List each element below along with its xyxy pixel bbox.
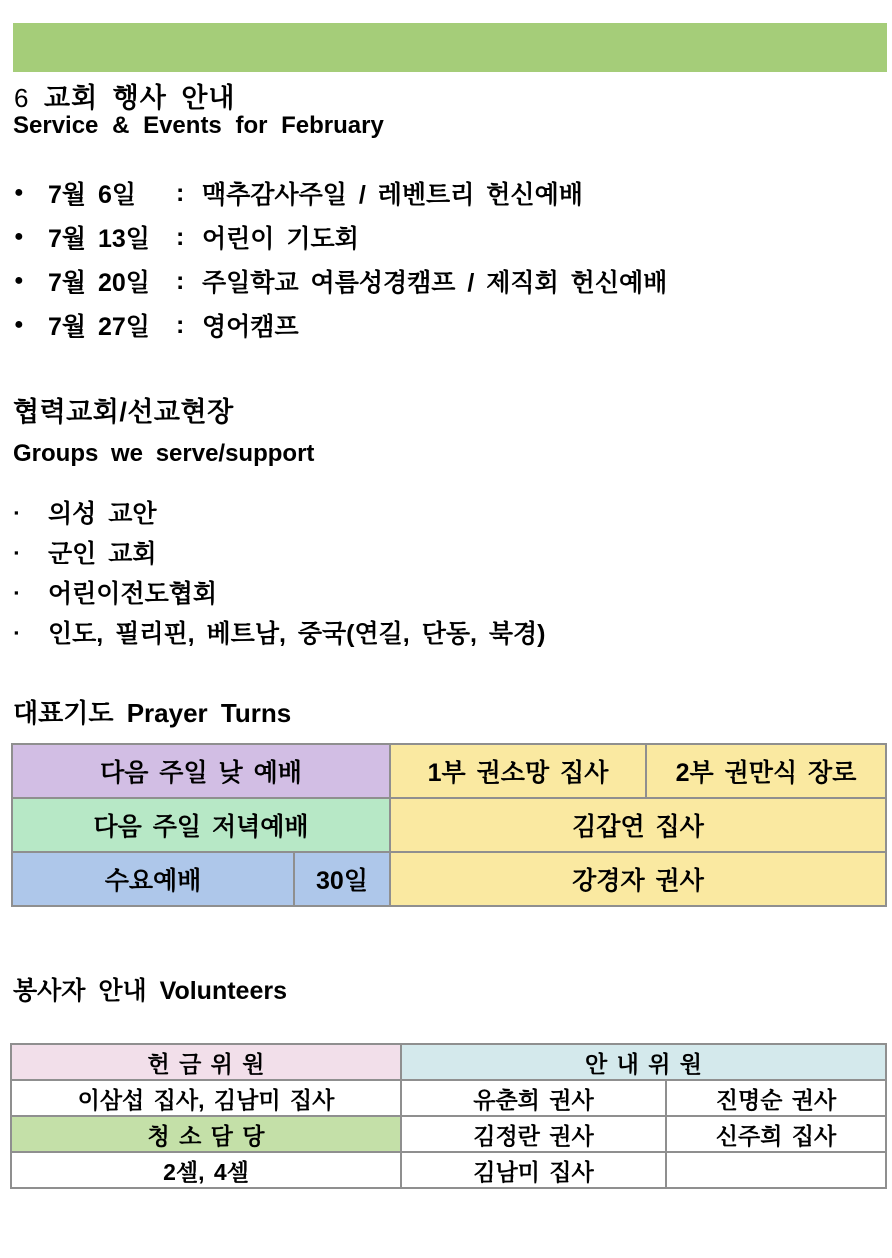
page-title [14,76,235,115]
square-bullet-icon: ▪ [14,504,19,520]
usher-name-cell: 유춘희 권사 [401,1080,666,1116]
cleaning-names-cell: 2셀, 4셀 [11,1152,401,1188]
prayer-turns-table [11,743,887,907]
event-date: 7월 27일 [48,313,150,341]
empty-cell [666,1152,886,1188]
square-bullet-icon: ▪ [14,584,19,600]
event-description: 주일학교 여름성경캠프 / 제직회 헌신예배 [202,269,668,297]
list-item [14,215,874,259]
round-bullet-icon: ● [14,272,24,289]
group-name: 인도, 필리핀, 베트남, 중국(연길, 단동, 북경) [48,620,546,648]
list-item [14,171,874,215]
cleaning-duty-header-cell: 청 소 담 당 [11,1116,401,1152]
usher-name-cell: 신주희 집사 [666,1116,886,1152]
table-row [11,1152,886,1188]
prayer-wednesday-day-cell: 30일 [294,852,390,906]
table-row [12,798,886,852]
group-name: 군인 교회 [48,540,157,568]
event-colon: : [176,178,185,207]
prayer-sunday-evening-label-cell: 다음 주일 저녁예배 [12,798,390,852]
group-name: 어린이전도협회 [48,580,218,608]
prayer-sunday-day-label-cell: 다음 주일 낮 예배 [12,744,390,798]
table-row [11,1080,886,1116]
groups-section-heading-korean: 협력교회/선교현장 [13,397,234,427]
event-description: 영어캠프 [202,313,299,341]
round-bullet-icon: ● [14,316,24,333]
prayer-sunday-evening-name-cell: 김갑연 집사 [390,798,886,852]
event-description: 어린이 기도회 [202,225,359,253]
table-row [11,1044,886,1080]
list-item [14,572,874,612]
list-item [14,612,874,652]
event-colon: : [176,266,185,295]
group-name: 의성 교안 [48,500,157,528]
round-bullet-icon: ● [14,228,24,245]
table-row [12,852,886,906]
prayer-sunday-day-part1-cell: 1부 권소망 집사 [390,744,646,798]
usher-name-cell: 김남미 집사 [401,1152,666,1188]
header-color-bar [13,23,887,72]
offering-committee-header-cell: 헌 금 위 원 [11,1044,401,1080]
events-list [14,171,874,347]
prayer-sunday-day-part2-cell: 2부 권만식 장로 [646,744,886,798]
page-title-korean: 교회 행사 안내 [43,83,236,113]
table-row [11,1116,886,1152]
groups-list [14,492,874,652]
list-item [14,492,874,532]
event-date: 7월 6일 [48,181,137,209]
list-item [14,303,874,347]
event-colon: : [176,222,185,251]
usher-name-cell: 진명순 권사 [666,1080,886,1116]
event-description: 맥추감사주일 / 레벤트리 헌신예배 [202,181,583,209]
round-bullet-icon: ● [14,184,24,201]
page-number: 6 [14,83,30,113]
volunteers-table [10,1043,887,1189]
square-bullet-icon: ▪ [14,624,19,640]
groups-section-heading-english: Groups we serve/support [13,440,315,467]
prayer-wednesday-label-cell: 수요예배 [12,852,294,906]
event-colon: : [176,310,185,339]
usher-committee-header-cell: 안 내 위 원 [401,1044,886,1080]
list-item [14,532,874,572]
page-subtitle: Service & Events for February [13,112,384,139]
volunteers-heading: 봉사자 안내 Volunteers [13,977,287,1005]
prayer-wednesday-name-cell: 강경자 권사 [390,852,886,906]
prayer-turns-heading: 대표기도 Prayer Turns [13,698,292,728]
usher-name-cell: 김정란 권사 [401,1116,666,1152]
table-row [12,744,886,798]
list-item [14,259,874,303]
event-date: 7월 13일 [48,225,150,253]
event-date: 7월 20일 [48,269,150,297]
square-bullet-icon: ▪ [14,544,19,560]
offering-names-cell: 이삼섭 집사, 김남미 집사 [11,1080,401,1116]
